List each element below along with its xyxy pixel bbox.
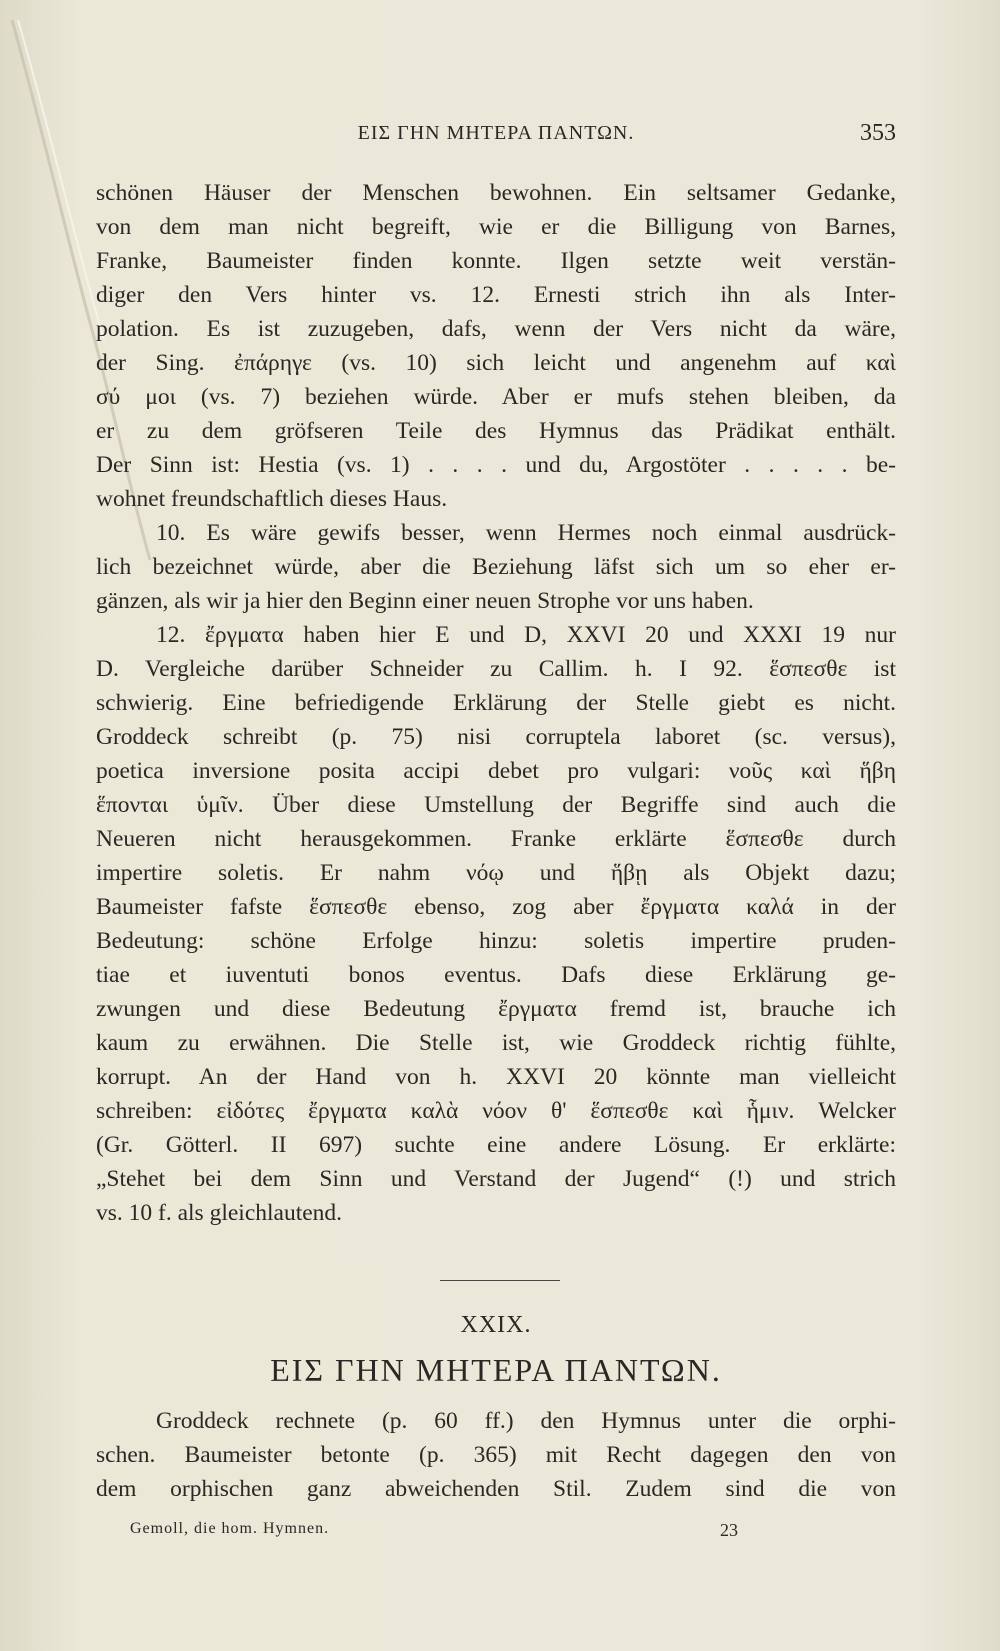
sheet-number: 23: [720, 1520, 738, 1540]
text-line: Neueren nicht herausgekommen. Franke erklärte ἕσπεσθε durch: [96, 826, 896, 852]
text-line: Groddeck schreibt (p. 75) nisi corruptela laboret (sc. versus),: [96, 724, 896, 750]
page-footer: [130, 1520, 738, 1544]
text-line: lich bezeichnet würde, aber die Beziehung läfst sich um so eher er-: [96, 554, 896, 580]
text-line: schreiben: εἰδότες ἔργματα καλὰ νόον θ' ἕσπεσθε καὶ ἧμιν. Welcker: [96, 1098, 896, 1124]
running-title: ΕΙΣ ΓΗΝ ΜΗΤΕΡΑ ΠΑΝΤΩΝ.: [357, 122, 635, 144]
section-title: ΕΙΣ ΓΗΝ ΜΗΤΕΡΑ ΠΑΝΤΩΝ.: [270, 1352, 722, 1388]
text-line: 12. ἔργματα haben hier E und D, XXVI 20 und XXXI 19 nur: [156, 622, 896, 648]
text-line: D. Vergleiche darüber Schneider zu Callim. h. I 92. ἕσπεσθε ist: [96, 656, 896, 682]
text-line: Baumeister fafste ἕσπεσθε ebenso, zog aber ἔργματα καλά in der: [96, 894, 896, 920]
text-line: dem orphischen ganz abweichenden Stil. Zudem sind die von: [96, 1476, 896, 1502]
text-line: er zu dem gröfseren Teile des Hymnus das Prädikat enthält.: [96, 418, 896, 444]
text-line: Groddeck rechnete (p. 60 ff.) den Hymnus unter die orphi-: [156, 1408, 896, 1434]
text-line: gänzen, als wir ja hier den Beginn einer neuen Strophe vor uns haben.: [96, 588, 754, 614]
body-text: [96, 176, 896, 1230]
text-line: polation. Es ist zuzugeben, dafs, wenn der Vers nicht da wäre,: [96, 316, 896, 342]
text-line: wohnet freundschaftlich dieses Haus.: [96, 486, 448, 512]
section-body-text: [96, 1404, 896, 1506]
text-line: impertire soletis. Er nahm νόῳ und ἥβῃ als Objekt dazu;: [96, 860, 896, 886]
text-line: der Sing. ἐπάρηγε (vs. 10) sich leicht und angenehm auf καὶ: [96, 350, 896, 376]
page-number: 353: [860, 120, 896, 146]
text-line: tiae et iuventuti bonos eventus. Dafs diese Erklärung ge-: [96, 962, 896, 988]
text-line: 10. Es wäre gewifs besser, wenn Hermes noch einmal ausdrück-: [156, 520, 896, 546]
text-line: Franke, Baumeister finden konnte. Ilgen setzte weit verstän-: [96, 248, 896, 274]
text-line: Bedeutung: schöne Erfolge hinzu: soletis impertire pruden-: [96, 928, 896, 954]
text-line: von dem man nicht begreift, wie er die Billigung von Barnes,: [96, 214, 896, 240]
text-line: σύ μοι (vs. 7) beziehen würde. Aber er mufs stehen bleiben, da: [96, 384, 896, 410]
section-number: XXIX.: [460, 1312, 532, 1338]
text-line: Der Sinn ist: Hestia (vs. 1) . . . . und du, Argostöter . . . . . be-: [96, 452, 896, 478]
text-line: schwierig. Eine befriedigende Erklärung der Stelle giebt es nicht.: [96, 690, 896, 716]
text-line: korrupt. An der Hand von h. XXVI 20 könnte man vielleicht: [96, 1064, 896, 1090]
running-header: [96, 118, 896, 148]
printer-signature: Gemoll, die hom. Hymnen.: [130, 1520, 330, 1537]
text-line: diger den Vers hinter vs. 12. Ernesti strich ihn als Inter-: [96, 282, 896, 308]
text-line: zwungen und diese Bedeutung ἔργματα fremd ist, brauche ich: [96, 996, 896, 1022]
text-line: „Stehet bei dem Sinn und Verstand der Jugend“ (!) und strich: [96, 1166, 896, 1192]
text-line: vs. 10 f. als gleichlautend.: [96, 1200, 343, 1226]
text-line: schönen Häuser der Menschen bewohnen. Ein seltsamer Gedanke,: [96, 180, 896, 206]
text-line: (Gr. Götterl. II 697) suchte eine andere Lösung. Er erklärte:: [96, 1132, 896, 1158]
text-line: kaum zu erwähnen. Die Stelle ist, wie Groddeck richtig fühlte,: [96, 1030, 896, 1056]
text-line: schen. Baumeister betonte (p. 365) mit Recht dagegen den von: [96, 1442, 896, 1468]
text-line: ἕπονται ὑμῖν. Über diese Umstellung der Begriffe sind auch die: [96, 792, 896, 818]
text-line: poetica inversione posita accipi debet pro vulgari: νοῦς καὶ ἥβη: [96, 758, 896, 784]
section-divider: [440, 1280, 560, 1281]
